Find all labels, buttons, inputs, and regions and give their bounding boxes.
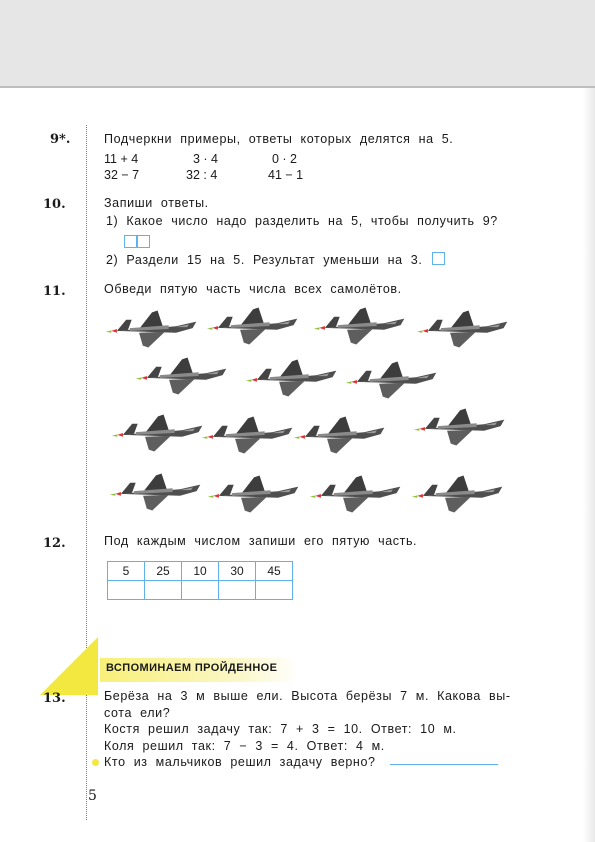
task-13-line-1: Берёза на 3 м выше ели. Высота берёзы 7 м. Какова вы- [104, 689, 511, 703]
scan-top-band [0, 0, 595, 88]
task-9-example[interactable]: 3 · 4 [193, 152, 219, 166]
task-13-number: 13. [43, 691, 66, 706]
table-cell-number: 10 [182, 562, 219, 581]
section-title: ВСПОМИНАЕМ ПРОЙДЕННОЕ [106, 662, 278, 674]
task-9-text: Подчеркни примеры, ответы которых делятся на 5. [104, 132, 454, 146]
airplane-icon[interactable] [412, 405, 508, 449]
task-9-number: 9*. [50, 132, 71, 147]
task-10-text: Запиши ответы. [104, 196, 209, 210]
airplane-icon[interactable] [410, 472, 506, 516]
task-13-line-3: Костя решил задачу так: 7 + 3 = 10. Ответ: 10 м. [104, 722, 457, 736]
table-row-numbers [108, 562, 293, 581]
airplane-icon[interactable] [104, 307, 200, 351]
airplane-icon[interactable] [292, 413, 388, 457]
table-row-answers [108, 581, 293, 600]
task-12-number: 12. [43, 536, 66, 551]
table-answer-cell[interactable] [182, 581, 219, 600]
task-9-example[interactable]: 41 − 1 [268, 168, 304, 182]
section-corner-triangle [40, 637, 98, 695]
airplane-icon[interactable] [206, 472, 302, 516]
airplane-icon[interactable] [134, 354, 230, 398]
table-cell-number: 30 [219, 562, 256, 581]
airplane-icon[interactable] [108, 470, 204, 514]
airplane-icon[interactable] [200, 413, 296, 457]
answer-box[interactable] [124, 235, 137, 248]
table-answer-cell[interactable] [145, 581, 182, 600]
task-9-example[interactable]: 11 + 4 [104, 152, 139, 166]
table-cell-number: 45 [256, 562, 293, 581]
airplane-icon[interactable] [344, 358, 440, 402]
answer-box[interactable] [432, 252, 445, 265]
task-13-line-5: Кто из мальчиков решил задачу верно? [104, 755, 376, 769]
margin-dotted-line [86, 125, 87, 820]
task-9-example[interactable]: 32 − 7 [104, 168, 140, 182]
table-answer-cell[interactable] [108, 581, 145, 600]
task-13-line-2: сота ели? [104, 706, 171, 720]
table-cell-number: 5 [108, 562, 145, 581]
airplane-icon[interactable] [110, 411, 206, 455]
task-11-text: Обведи пятую часть числа всех самолётов. [104, 282, 402, 296]
task-9-example[interactable]: 32 : 4 [186, 168, 218, 182]
page-right-shadow [583, 88, 595, 842]
airplane-icon[interactable] [312, 304, 408, 348]
scan-top-edge [0, 86, 595, 88]
task-10-number: 10. [43, 197, 66, 212]
bullet-dot-icon [92, 759, 99, 766]
airplane-icon[interactable] [308, 472, 404, 516]
page-number: 5 [88, 788, 97, 804]
airplane-icon[interactable] [415, 307, 511, 351]
task-9-example[interactable]: 0 · 2 [272, 152, 298, 166]
table-answer-cell[interactable] [256, 581, 293, 600]
task-10-question-2: 2) Раздели 15 на 5. Результат уменьши на 3. [106, 253, 423, 267]
fifth-part-table [107, 561, 293, 600]
task-11-number: 11. [43, 284, 66, 299]
task-12-text: Под каждым числом запиши его пятую часть. [104, 534, 418, 548]
table-cell-number: 25 [145, 562, 182, 581]
task-13-line-4: Коля решил так: 7 − 3 = 4. Ответ: 4 м. [104, 739, 385, 753]
task-10-question-1: 1) Какое число надо разделить на 5, чтобы получить 9? [106, 214, 498, 228]
airplane-icon[interactable] [205, 304, 301, 348]
answer-box[interactable] [137, 235, 150, 248]
airplane-icon[interactable] [244, 356, 340, 400]
answer-line[interactable] [390, 764, 498, 765]
table-answer-cell[interactable] [219, 581, 256, 600]
